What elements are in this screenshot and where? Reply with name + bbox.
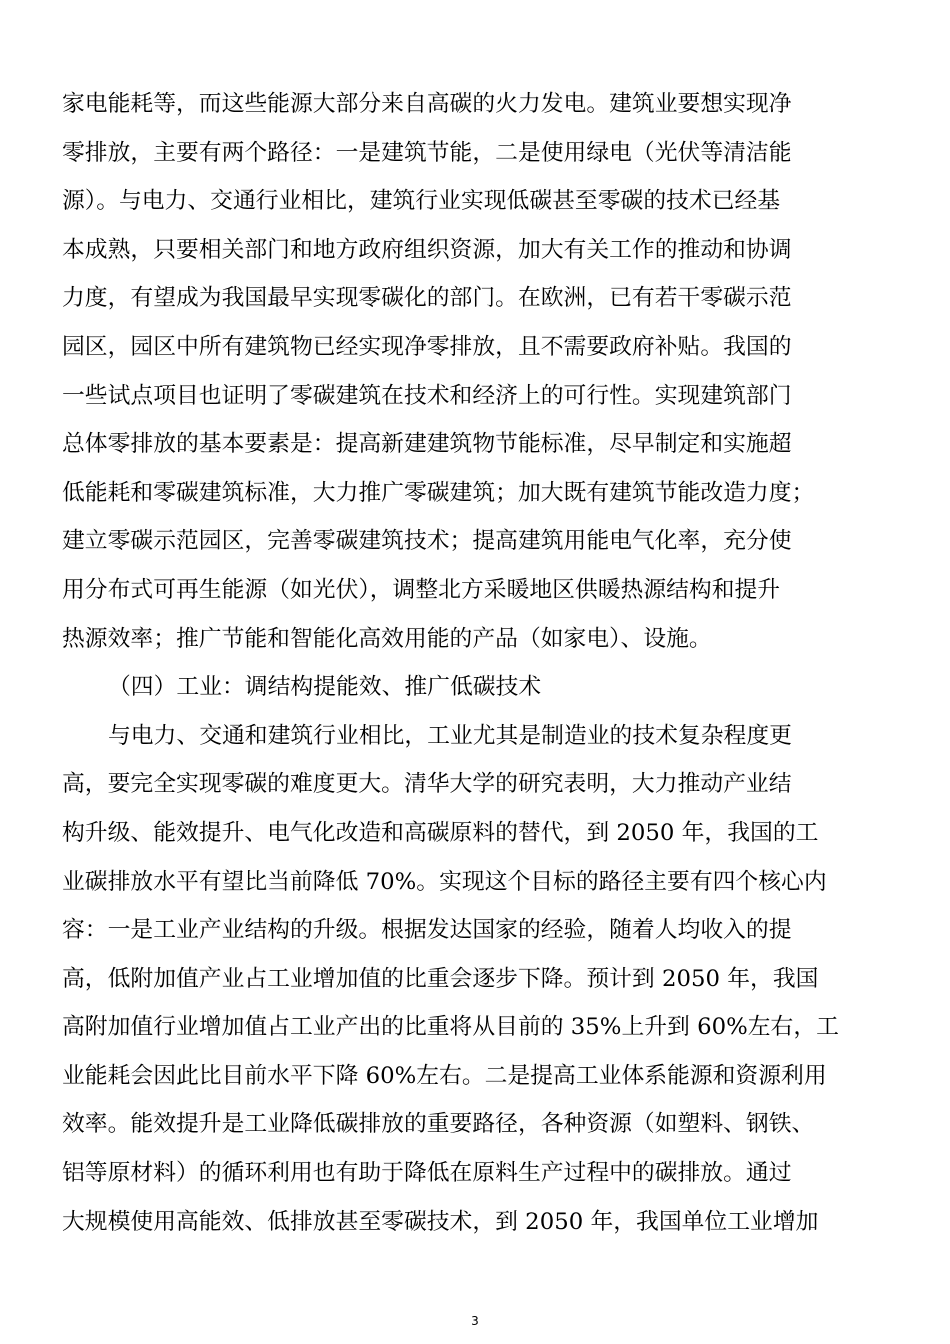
text-line: 容：一是工业产业结构的升级。根据发达国家的经验，随着人均收入的提 (62, 917, 792, 944)
text-line: 高附加值行业增加值占工业产出的比重将从目前的 35%上升到 60%左右，工 (62, 1014, 839, 1041)
text-line: 业能耗会因此比目前水平下降 60%左右。二是提高工业体系能源和资源利用 (62, 1062, 827, 1089)
text-line: 一些试点项目也证明了零碳建筑在技术和经济上的可行性。实现建筑部门 (62, 382, 792, 409)
text-line: 高，要完全实现零碳的难度更大。清华大学的研究表明，大力推动产业结 (62, 771, 792, 798)
text-line: 高，低附加值产业占工业增加值的比重会逐步下降。预计到 2050 年，我国 (62, 965, 819, 992)
text-line: 家电能耗等，而这些能源大部分来自高碳的火力发电。建筑业要想实现净 (62, 91, 792, 117)
text-line: 源）。与电力、交通行业相比，建筑行业实现低碳甚至零碳的技术已经基 (62, 188, 781, 215)
text-line: 本成熟，只要相关部门和地方政府组织资源，加大有关工作的推动和协调 (62, 236, 792, 263)
text-line: 业碳排放水平有望比当前降低 70%。实现这个目标的路径主要有四个核心内 (62, 868, 827, 895)
text-line: 大规模使用高能效、低排放甚至零碳技术，到 2050 年，我国单位工业增加 (62, 1208, 819, 1235)
body-text (62, 80, 912, 1246)
text-line: 构升级、能效提升、电气化改造和高碳原料的替代，到 2050 年，我国的工 (62, 819, 819, 846)
text-line: 总体零排放的基本要素是：提高新建建筑物节能标准，尽早制定和实施超 (62, 431, 792, 458)
page-number: 3 (471, 1314, 479, 1328)
text-line: 与电力、交通和建筑行业相比，工业尤其是制造业的技术复杂程度更 (108, 722, 792, 749)
text-line: 低能耗和零碳建筑标准，大力推广零碳建筑；加大既有建筑节能改造力度； (62, 479, 815, 506)
text-line: 力度，有望成为我国最早实现零碳化的部门。在欧洲，已有若干零碳示范 (62, 285, 792, 312)
text-line: 零排放，主要有两个路径：一是建筑节能，二是使用绿电（光伏等清洁能 (62, 139, 792, 166)
text-line: 建立零碳示范园区，完善零碳建筑技术；提高建筑用能电气化率，充分使 (62, 528, 792, 555)
text-line: 热源效率；推广节能和智能化高效用能的产品（如家电）、设施。 (62, 625, 712, 652)
text-line: 铝等原材料）的循环利用也有助于降低在原料生产过程中的碳排放。通过 (62, 1160, 792, 1187)
text-line: 用分布式可再生能源（如光伏），调整北方采暖地区供暖热源结构和提升 (62, 576, 781, 603)
text-line: 效率。能效提升是工业降低碳排放的重要路径，各种资源（如塑料、钢铁、 (62, 1111, 815, 1138)
section-heading: （四）工业：调结构提能效、推广低碳技术 (108, 674, 542, 701)
text-line: 园区，园区中所有建筑物已经实现净零排放，且不需要政府补贴。我国的 (62, 333, 792, 360)
